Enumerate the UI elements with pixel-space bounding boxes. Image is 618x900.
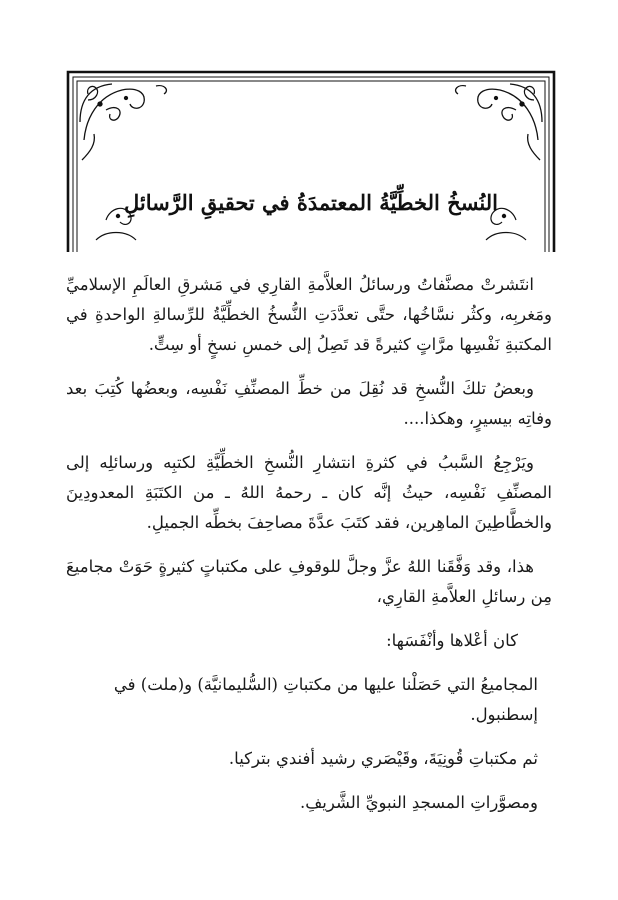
list-item-1: المجاميعُ التي حَصَلْنا عليها من مكتباتِ (السُّليمانيَّة) و(ملت) في إسطنبول. [113, 675, 538, 724]
frame-ornament-svg [66, 70, 556, 252]
list-item-2: ثم مكتباتِ قُونِيَةَ، وقَيْصَري رشيد أفندي بتركيا. [228, 749, 538, 768]
paragraph-1: انتَشرتْ مصنَّفاتُ ورسائلُ العلاَّمةِ القارِي في مَشرقِ العالَمِ الإسلاميِّ ومَغربِه، وكثُر نسَّاخُها، حتَّى تعدَّدَتِ النُّسخُ الخطِّيَّةُ للرِّسالةِ الواحدةِ في المكتبةِ نَفْسِها مرَّاتٍ كثيرةً قد تَصِلُ إلى خمسِ نسخٍ أو سِتٍّ. [66, 275, 552, 354]
paragraph-3: ويَرْجِعُ السَّببُ في كثرةِ انتشارِ النُّسخِ الخطِّيَّةِ لكتبِه ورسائلِه إلى المصنِّفِ نَفْسِه، حيثُ إنَّه كان ـ رحمهُ اللهُ ـ من الكتَبَةِ المعدودِينَ والخطَّاطِينَ الماهِرين، فقد كتَبَ عدَّةَ مصاحِفَ بخطِّه الجميلِ. [66, 453, 552, 532]
corner-flourish-right [456, 84, 542, 160]
list-item-3: ومصوَّراتِ المسجدِ النبويِّ الشَّريفِ. [299, 793, 538, 812]
paragraph-2: وبعضُ تلكَ النُّسخِ قد نُقِلَ من خطِّ المصنِّفِ نَفْسِه، وبعضُها كُتِبَ بعد وفاتِه بيسيرٍ، وهكذا.... [66, 379, 552, 428]
paragraph-4: هذا، وقد وَفَّقَنا اللهُ عزَّ وجلَّ للوقوفِ على مكتباتٍ كثيرةٍ حَوَتْ مجاميعَ مِن رسائلِ العلاَّمةِ القارِي، [66, 557, 552, 606]
intro-line: كان أعْلاها وأنْفَسَها: [386, 631, 518, 650]
ornamental-header-frame [66, 70, 556, 252]
corner-flourish-left [80, 84, 166, 160]
body-text [66, 270, 552, 832]
page-heading: النُسخُ الخطِّيَّةُ المعتمدَةُ في تحقيقِ الرَّسائلِ [123, 190, 498, 215]
